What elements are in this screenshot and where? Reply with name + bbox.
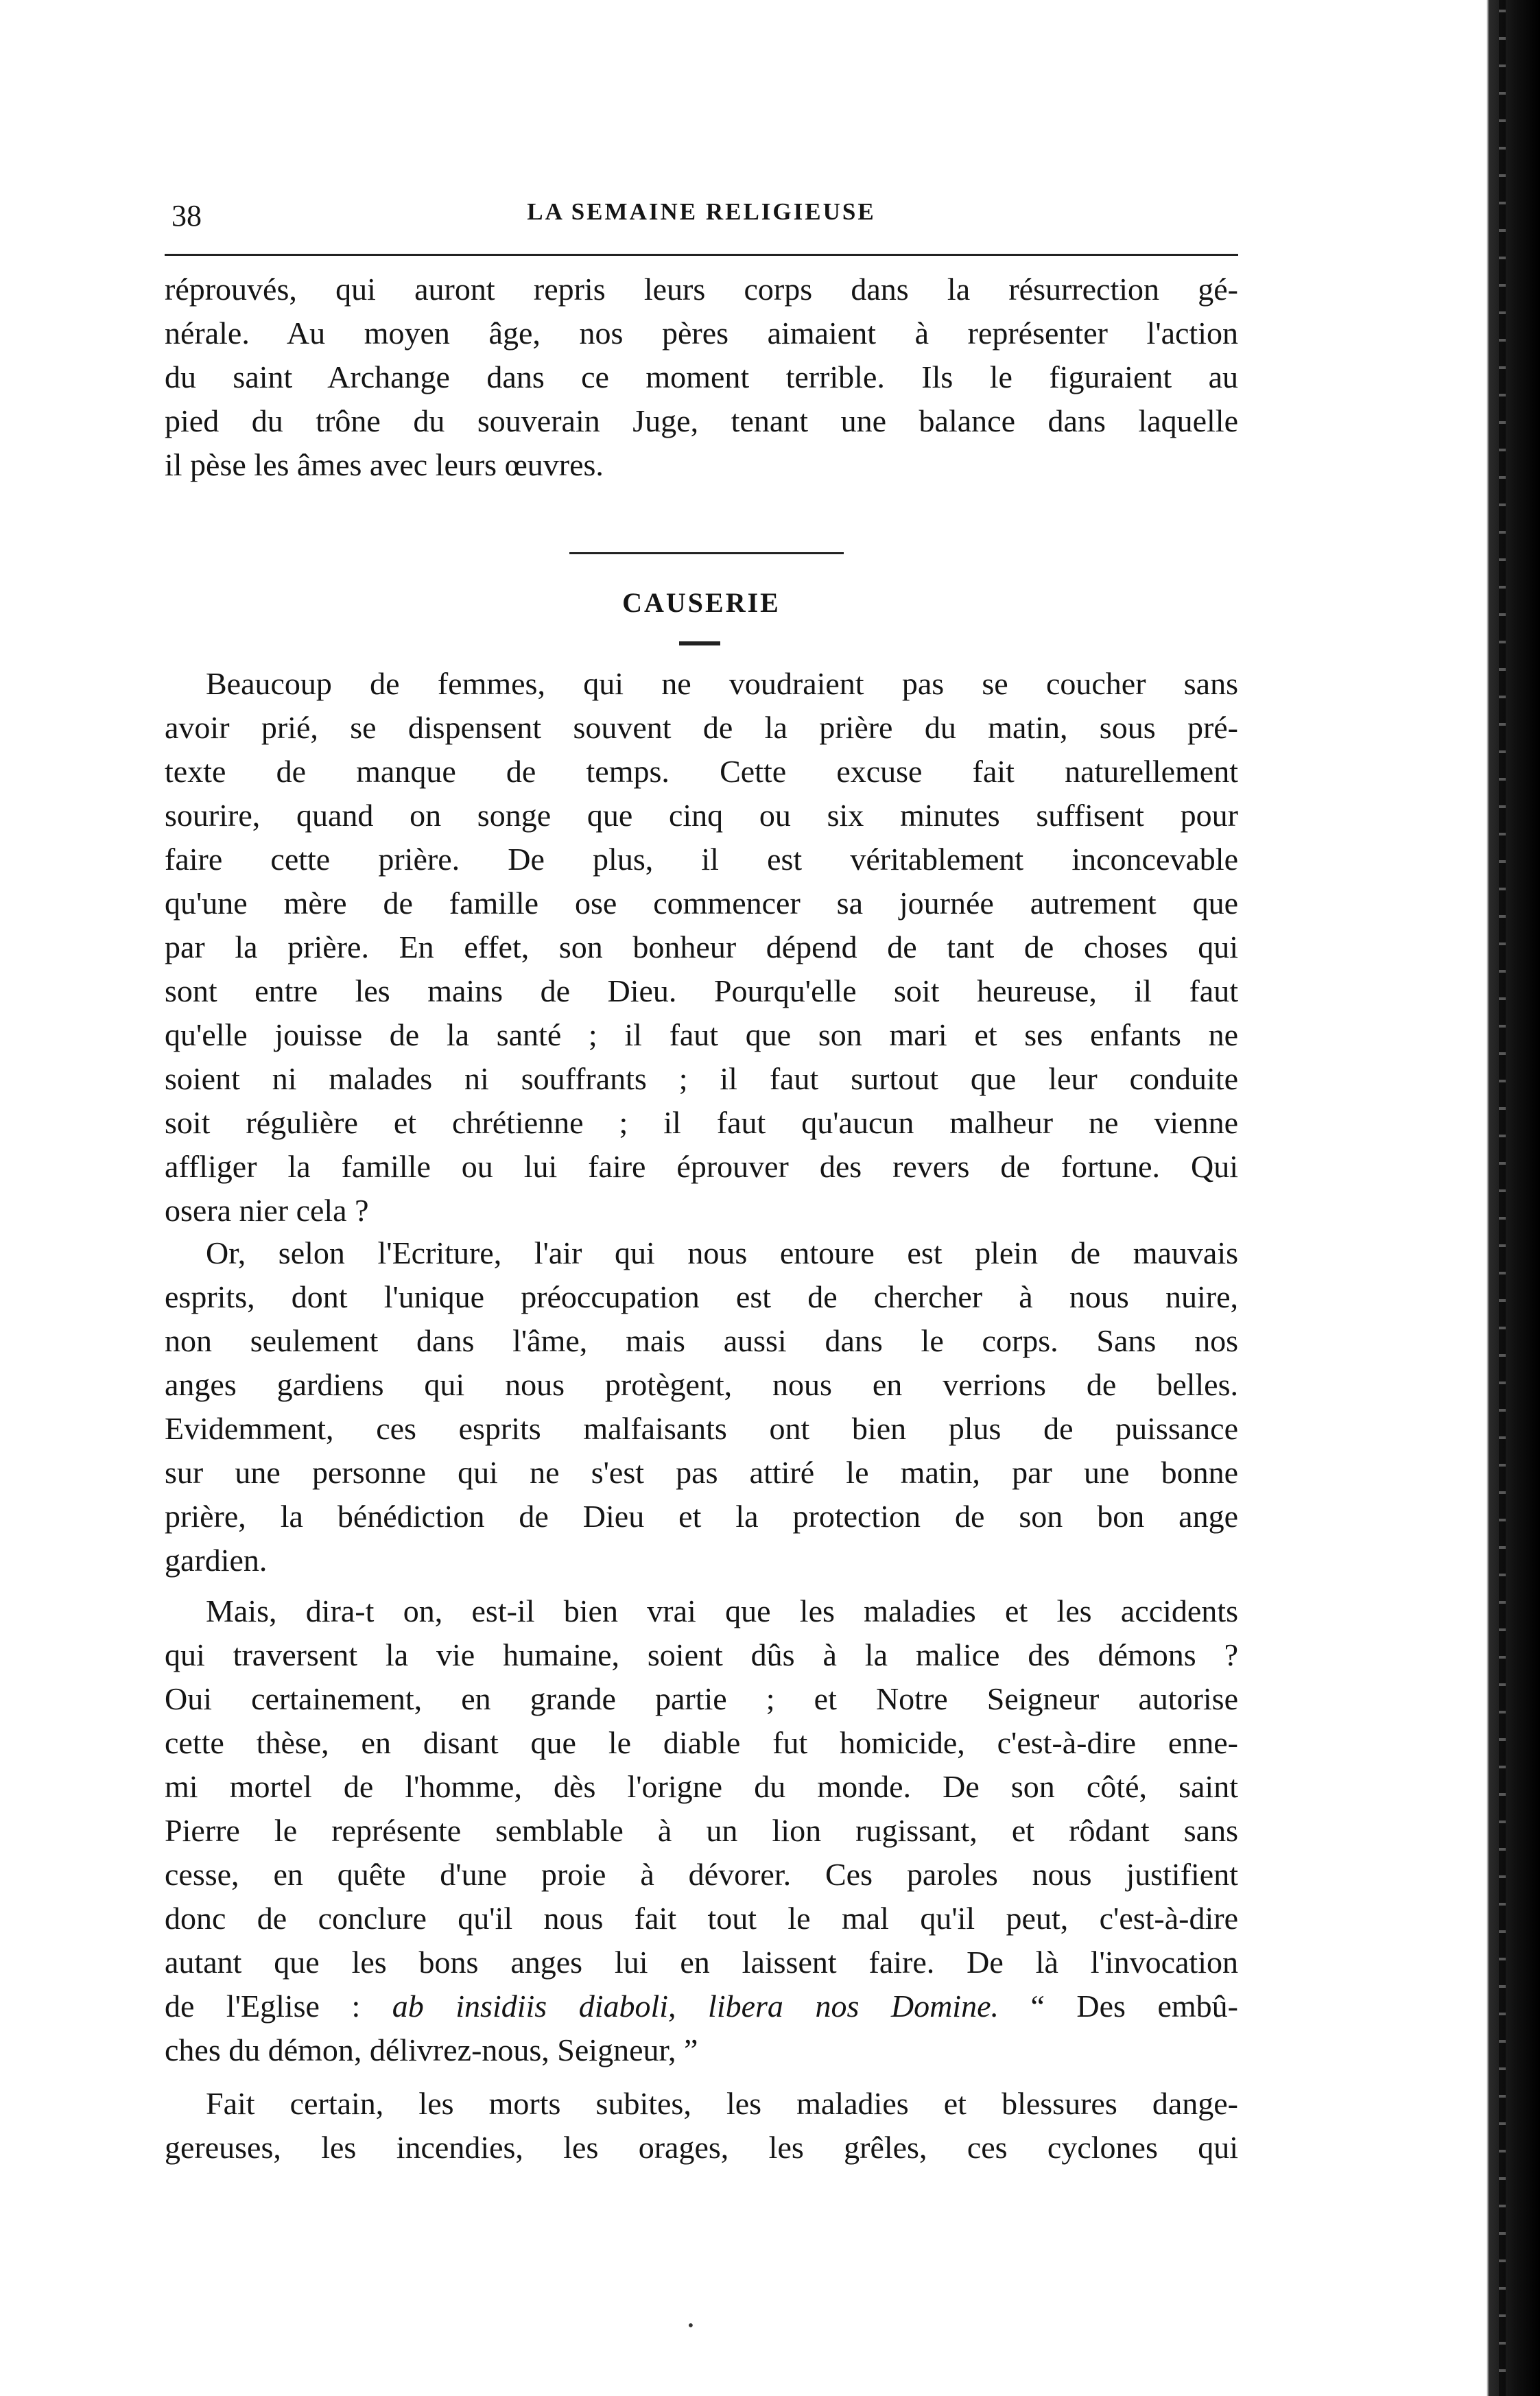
text-line: soient ni malades ni souffrants ; il faut surtout que leur conduite xyxy=(165,1061,1238,1096)
invocation-prefix: de l'Eglise : xyxy=(165,1989,392,2024)
page-header xyxy=(165,195,1238,237)
text-line: affliger la famille ou lui faire éprouver des revers de fortune. Qui xyxy=(165,1149,1238,1184)
running-title: LA SEMAINE RELIGIEUSE xyxy=(527,198,876,225)
text-line: du saint Archange dans ce moment terrible. Ils le figuraient au xyxy=(165,359,1238,394)
paragraph-1 xyxy=(165,662,1238,1233)
text-line: par la prière. En effet, son bonheur dépend de tant de choses qui xyxy=(165,929,1238,964)
text-line: esprits, dont l'unique préoccupation est de chercher à nous nuire, xyxy=(165,1279,1238,1314)
text-line: qu'une mère de famille ose commencer sa journée autrement que xyxy=(165,886,1238,921)
footer-mark: • xyxy=(687,2317,695,2334)
text-line: faire cette prière. De plus, il est véritablement inconcevable xyxy=(165,842,1238,877)
text-line: Mais, dira-t on, est-il bien vrai que les maladies et les accidents xyxy=(206,1593,1238,1628)
header-rule xyxy=(165,254,1238,256)
text-line: pied du trône du souverain Juge, tenant une balance dans laquelle xyxy=(165,403,1238,438)
latin-invocation: ab insidiis diaboli, libera nos Domine. xyxy=(392,1989,999,2024)
text-line: Or, selon l'Ecriture, l'air qui nous entoure est plein de mauvais xyxy=(206,1235,1238,1270)
text-line: osera nier cela ? xyxy=(165,1193,369,1228)
text-line: Fait certain, les morts subites, les maladies et blessures dange- xyxy=(206,2086,1238,2121)
text-line: cette thèse, en disant que le diable fut homicide, c'est-à-dire enne- xyxy=(165,1725,1238,1760)
text-line: sont entre les mains de Dieu. Pourqu'elle soit heureuse, il faut xyxy=(165,973,1238,1008)
text-line: autant que les bons anges lui en laissent faire. De là l'invocation xyxy=(165,1945,1238,1980)
text-line: Pierre le représente semblable à un lion rugissant, et rôdant sans xyxy=(165,1813,1238,1848)
title-dash xyxy=(679,641,720,645)
text-line: Beaucoup de femmes, qui ne voudraient pas se coucher sans xyxy=(206,666,1238,701)
text-line: texte de manque de temps. Cette excuse fait naturellement xyxy=(165,754,1238,789)
text-line: qu'elle jouisse de la santé ; il faut que son mari et ses enfants ne xyxy=(165,1017,1238,1052)
text-line: réprouvés, qui auront repris leurs corps dans la résurrection gé- xyxy=(165,272,1238,307)
text-line: sourire, quand on songe que cinq ou six minutes suffisent pour xyxy=(165,798,1238,833)
intro-paragraph xyxy=(165,268,1238,487)
text-line: qui traversent la vie humaine, soient dûs à la malice des démons ? xyxy=(165,1637,1238,1672)
text-line: mi mortel de l'homme, dès l'origne du monde. De son côté, saint xyxy=(165,1769,1238,1804)
text-line: cesse, en quête d'une proie à dévorer. Ces paroles nous justifient xyxy=(165,1857,1238,1892)
text-line: nérale. Au moyen âge, nos pères aimaient à représenter l'action xyxy=(165,316,1238,351)
text-line: ches du démon, délivrez-nous, Seigneur, ” xyxy=(165,2032,698,2067)
paragraph-3 xyxy=(165,1589,1238,2072)
text-line: sur une personne qui ne s'est pas attiré le matin, par une bonne xyxy=(165,1455,1238,1490)
section-title: CAUSERIE xyxy=(622,587,781,618)
text-line: il pèse les âmes avec leurs œuvres. xyxy=(165,447,604,482)
paragraph-2 xyxy=(165,1231,1238,1582)
text-line: gardien. xyxy=(165,1543,268,1578)
section-divider xyxy=(569,552,844,554)
text-line: avoir prié, se dispensent souvent de la prière du matin, sous pré- xyxy=(165,710,1238,745)
text-line: prière, la bénédiction de Dieu et la protection de son bon ange xyxy=(165,1499,1238,1534)
quote-start: “ Des embû- xyxy=(998,1989,1238,2024)
text-line: donc de conclure qu'il nous fait tout le mal qu'il peut, c'est-à-dire xyxy=(165,1901,1238,1936)
text-line: anges gardiens qui nous protègent, nous en verrions de belles. xyxy=(165,1367,1238,1402)
paragraph-4 xyxy=(165,2082,1238,2170)
text-line: Oui certainement, en grande partie ; et Notre Seigneur autorise xyxy=(165,1681,1238,1716)
text-line: Evidemment, ces esprits malfaisants ont bien plus de puissance xyxy=(165,1411,1238,1446)
text-line: soit régulière et chrétienne ; il faut qu'aucun malheur ne vienne xyxy=(165,1105,1238,1140)
invocation-line xyxy=(165,1984,1238,2028)
page-number: 38 xyxy=(171,199,202,233)
text-line: gereuses, les incendies, les orages, les grêles, ces cyclones qui xyxy=(165,2130,1238,2165)
text-line: non seulement dans l'âme, mais aussi dans le corps. Sans nos xyxy=(165,1323,1238,1358)
scan-edge-shadow xyxy=(1475,0,1540,2396)
